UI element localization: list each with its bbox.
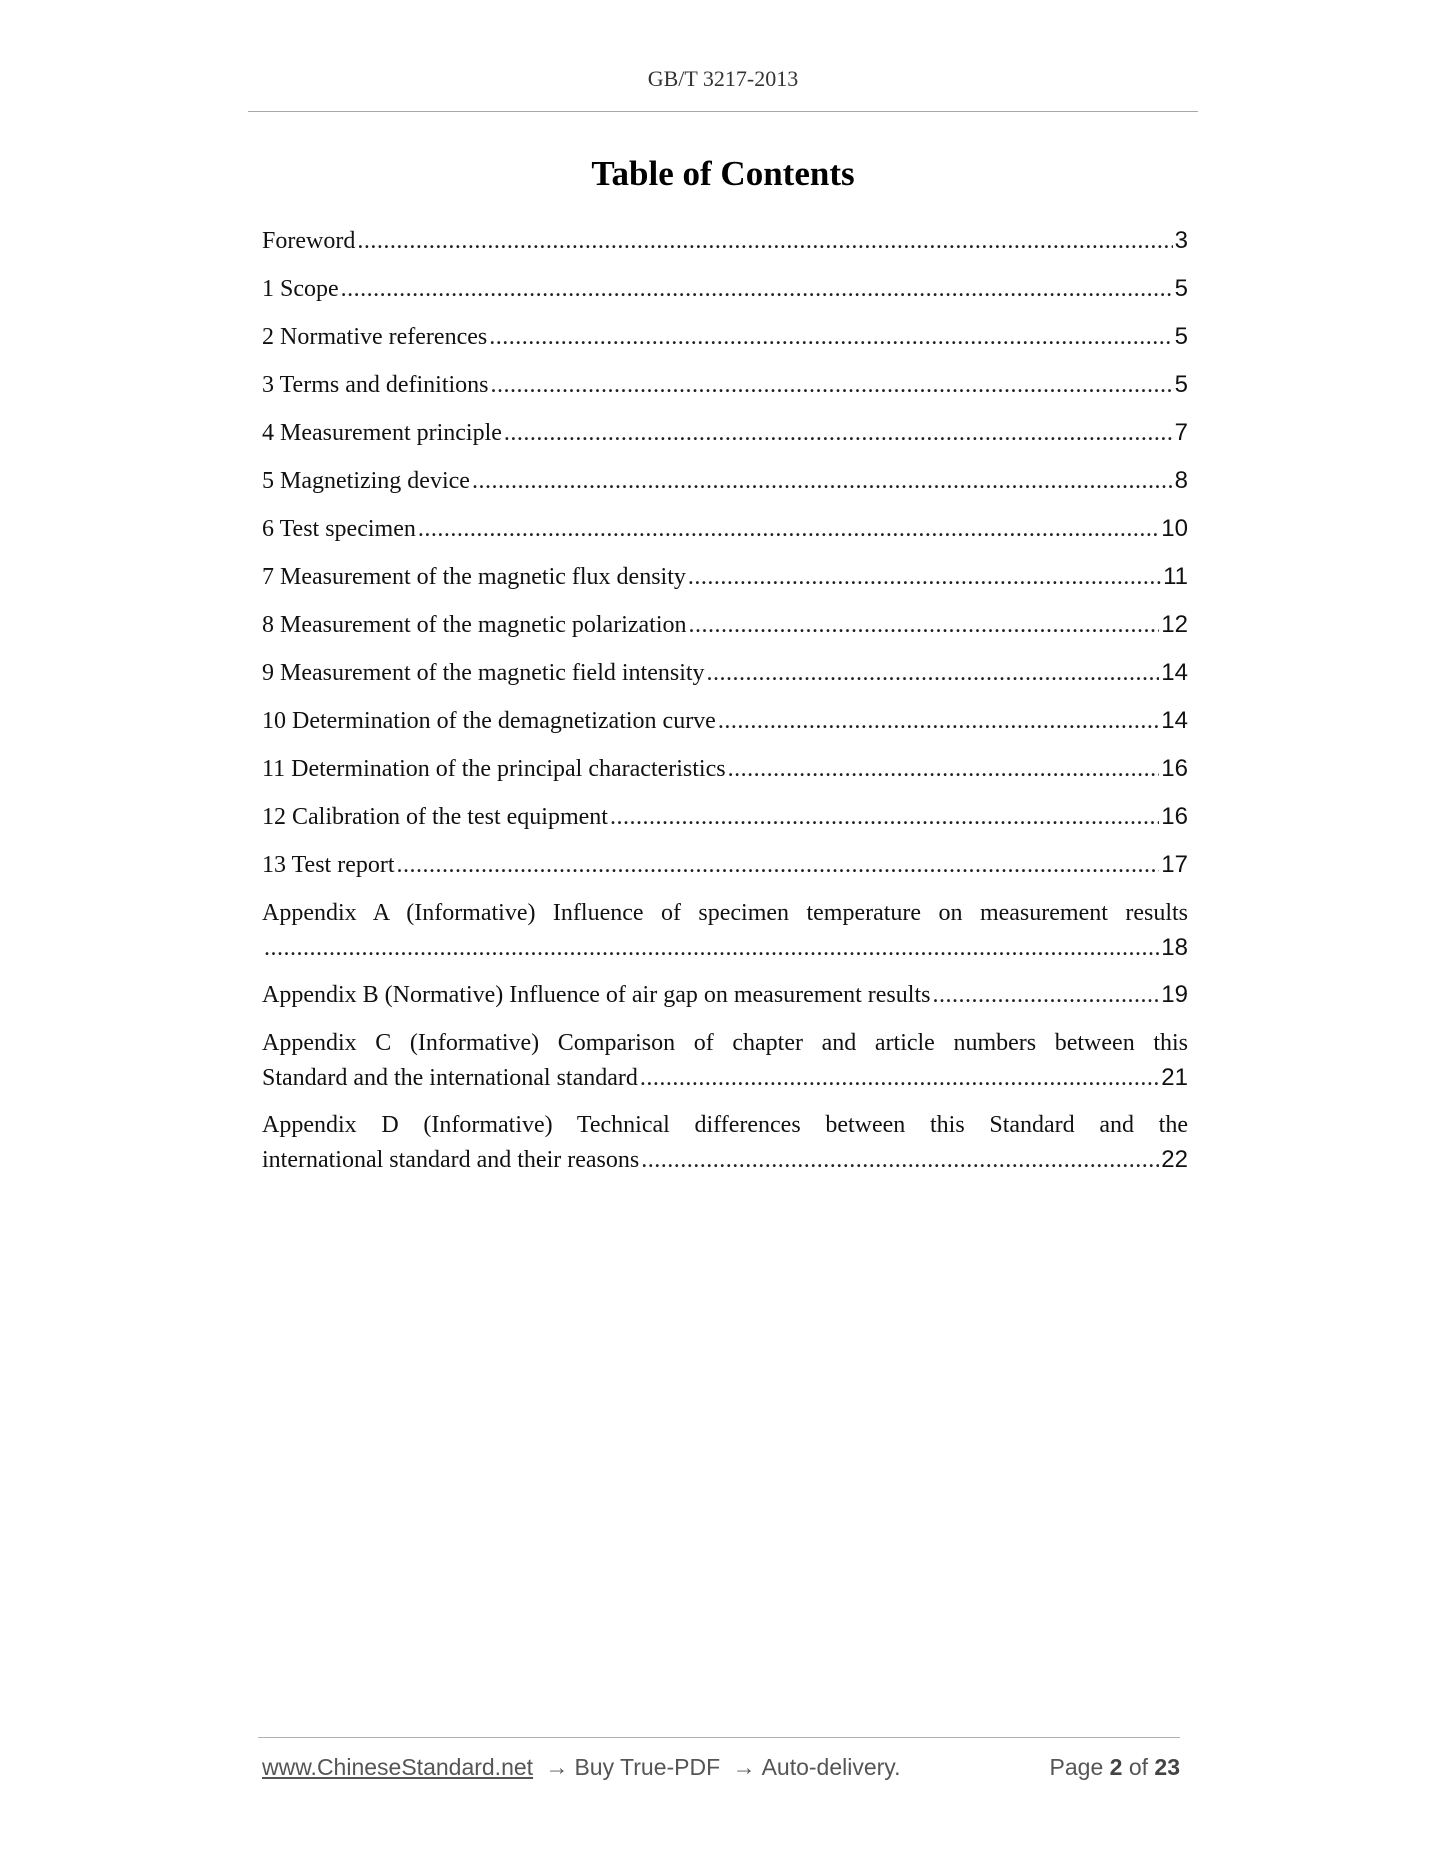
page-label: Page [1049,1754,1104,1780]
toc-entry-magnetizing-device[interactable] [262,464,1188,512]
dot-leader [932,978,1159,1012]
document-number: GB/T 3217-2013 [647,66,799,91]
dot-leader [341,272,1173,306]
toc-entry-page: 5 [1174,371,1188,398]
toc-entry-page: 7 [1174,419,1188,446]
toc-entry-label: 4 Measurement principle [262,420,502,446]
page-title: Table of Contents [591,154,855,193]
toc-entry-label: 1 Scope [262,276,339,302]
toc-entry-page: 10 [1161,515,1188,542]
toc-entry-measurement-principle[interactable] [262,416,1188,464]
toc-entry-label-continued: Standard and the international standard [262,1065,638,1091]
dot-leader [688,560,1161,594]
toc-entry-page: 16 [1161,755,1188,782]
page-indicator [1050,1754,1180,1781]
toc-entry-magnetic-field-intensity[interactable] [262,656,1188,704]
toc-entry-page: 11 [1163,563,1188,590]
toc-entry-page: 8 [1174,467,1188,494]
toc-entry-label: 8 Measurement of the magnetic polarization [262,612,687,638]
dot-leader [641,1143,1159,1177]
toc-entry-page: 5 [1174,323,1188,350]
dot-leader [489,320,1172,354]
toc-entry-label: 6 Test specimen [262,516,416,542]
dot-leader [418,512,1159,546]
toc-entry-page: 14 [1161,707,1188,734]
toc-entry-page: 18 [1161,934,1188,961]
document-header [248,66,1198,92]
auto-delivery-text: Auto-delivery. [761,1754,901,1780]
toc-entry-label: Appendix A (Informative) Influence of specimen temperature on measurement results [262,900,1188,926]
arrow-right-icon: → [545,1754,569,1780]
toc-entry-label: 10 Determination of the demagnetization curve [262,708,716,734]
total-page-count: 23 [1154,1754,1180,1780]
toc-entry-page: 16 [1161,803,1188,830]
toc-entry-label: Foreword [262,228,356,254]
toc-entry-test-report[interactable] [262,848,1188,896]
dot-leader [640,1061,1159,1095]
dot-leader [504,416,1173,450]
dot-leader [718,704,1159,738]
toc-entry-page: 3 [1174,227,1188,254]
table-of-contents [262,224,1188,1190]
toc-entry-foreword[interactable] [262,224,1188,272]
toc-entry-calibration[interactable] [262,800,1188,848]
current-page-number: 2 [1109,1754,1123,1780]
toc-entry-label: 13 Test report [262,852,395,878]
toc-entry-label: 3 Terms and definitions [262,372,489,398]
toc-entry-demagnetization-curve[interactable] [262,704,1188,752]
dot-leader [707,656,1160,690]
arrow-right-icon: → [732,1754,756,1780]
toc-entry-label: 9 Measurement of the magnetic field intensity [262,660,705,686]
toc-entry-page: 22 [1161,1146,1188,1173]
header-divider [248,111,1198,112]
page-footer [262,1754,1182,1781]
toc-entry-label: 11 Determination of the principal characteristics [262,756,726,782]
page-of-label: of [1128,1754,1149,1780]
toc-entry-page: 21 [1161,1064,1188,1091]
toc-entry-label: Appendix C (Informative) Comparison of chapter and article numbers between this [262,1030,1188,1056]
toc-entry-page: 12 [1161,611,1188,638]
dot-leader [610,800,1159,834]
toc-entry-page: 5 [1174,275,1188,302]
toc-entry-appendix-a[interactable] [262,896,1188,978]
dot-leader [357,224,1172,258]
toc-entry-magnetic-polarization[interactable] [262,608,1188,656]
toc-entry-principal-characteristics[interactable] [262,752,1188,800]
toc-entry-label: Appendix B (Normative) Influence of air gap on measurement results [262,982,931,1008]
toc-entry-label: 12 Calibration of the test equipment [262,804,608,830]
toc-entry-page: 17 [1161,851,1188,878]
toc-entry-terms-and-definitions[interactable] [262,368,1188,416]
dot-leader [397,848,1160,882]
toc-entry-label: 7 Measurement of the magnetic flux density [262,564,686,590]
toc-entry-label: Appendix D (Informative) Technical differences between this Standard and the [262,1112,1188,1138]
toc-entry-appendix-c[interactable] [262,1026,1188,1108]
dot-leader [264,931,1159,965]
site-link[interactable]: www.ChineseStandard.net [262,1754,534,1780]
toc-entry-appendix-d[interactable] [262,1108,1188,1190]
toc-entry-magnetic-flux-density[interactable] [262,560,1188,608]
toc-entry-scope[interactable] [262,272,1188,320]
toc-entry-label: 2 Normative references [262,324,488,350]
toc-entry-label-continued: international standard and their reasons [262,1147,640,1173]
toc-entry-normative-references[interactable] [262,320,1188,368]
toc-entry-page: 14 [1161,659,1188,686]
dot-leader [689,608,1160,642]
buy-true-pdf-text: Buy True-PDF [574,1754,721,1780]
toc-entry-appendix-b[interactable] [262,978,1188,1026]
toc-entry-page: 19 [1161,981,1188,1008]
dot-leader [728,752,1160,786]
dot-leader [472,464,1173,498]
toc-entry-test-specimen[interactable] [262,512,1188,560]
footer-divider [258,1737,1180,1738]
dot-leader [491,368,1173,402]
toc-entry-label: 5 Magnetizing device [262,468,470,494]
